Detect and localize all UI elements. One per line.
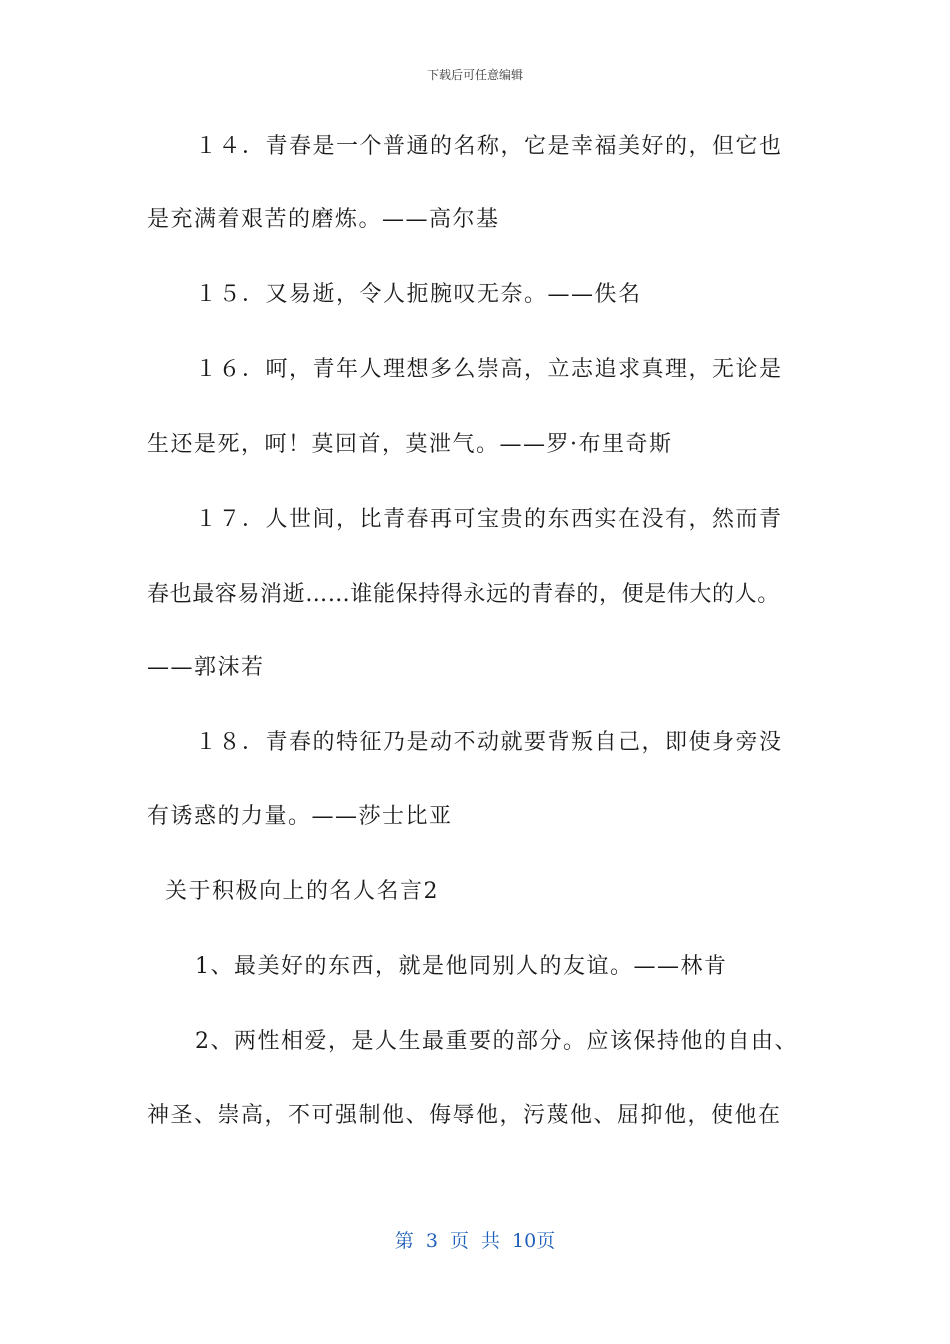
- quote-15: １５．又易逝，令人扼腕叹无奈。——佚名: [195, 282, 642, 307]
- quote-18-line-1: １８．青春的特征乃是动不动就要背叛自己，即使身旁没: [195, 730, 783, 755]
- section-heading: 关于积极向上的名人名言2: [165, 879, 439, 904]
- page-header: 下载后可任意编辑: [426, 68, 523, 82]
- quote-2-line-2: 神圣、崇高，不可强制他、侮辱他，污蔑他、屈抑他，使他在: [147, 1103, 782, 1128]
- quote-14-line-1: １４．青春是一个普通的名称，它是幸福美好的，但它也: [195, 134, 783, 159]
- quote-1: 1、最美好的东西，就是他同别人的友谊。——林肯: [195, 954, 728, 979]
- page-footer: 第 3 页 共 10页: [394, 1230, 556, 1252]
- quote-14-line-2: 是充满着艰苦的磨炼。——高尔基: [147, 207, 500, 232]
- quote-2-line-1: 2、两性相爱，是人生最重要的部分。应该保持他的自由、: [195, 1029, 798, 1054]
- quote-17-line-3: ——郭沫若: [147, 655, 265, 680]
- quote-16-line-1: １６．呵，青年人理想多么崇高，立志追求真理，无论是: [195, 357, 783, 382]
- quote-17-line-1: １７．人世间，比青春再可宝贵的东西实在没有，然而青: [195, 507, 783, 532]
- quote-17-line-2: 春也最容易消逝……谁能保持得永远的青春的，便是伟大的人。: [147, 582, 780, 607]
- quote-16-line-2: 生还是死，呵！莫回首，莫泄气。——罗·布里奇斯: [147, 432, 673, 457]
- quote-18-line-2: 有诱惑的力量。——莎士比亚: [147, 804, 453, 829]
